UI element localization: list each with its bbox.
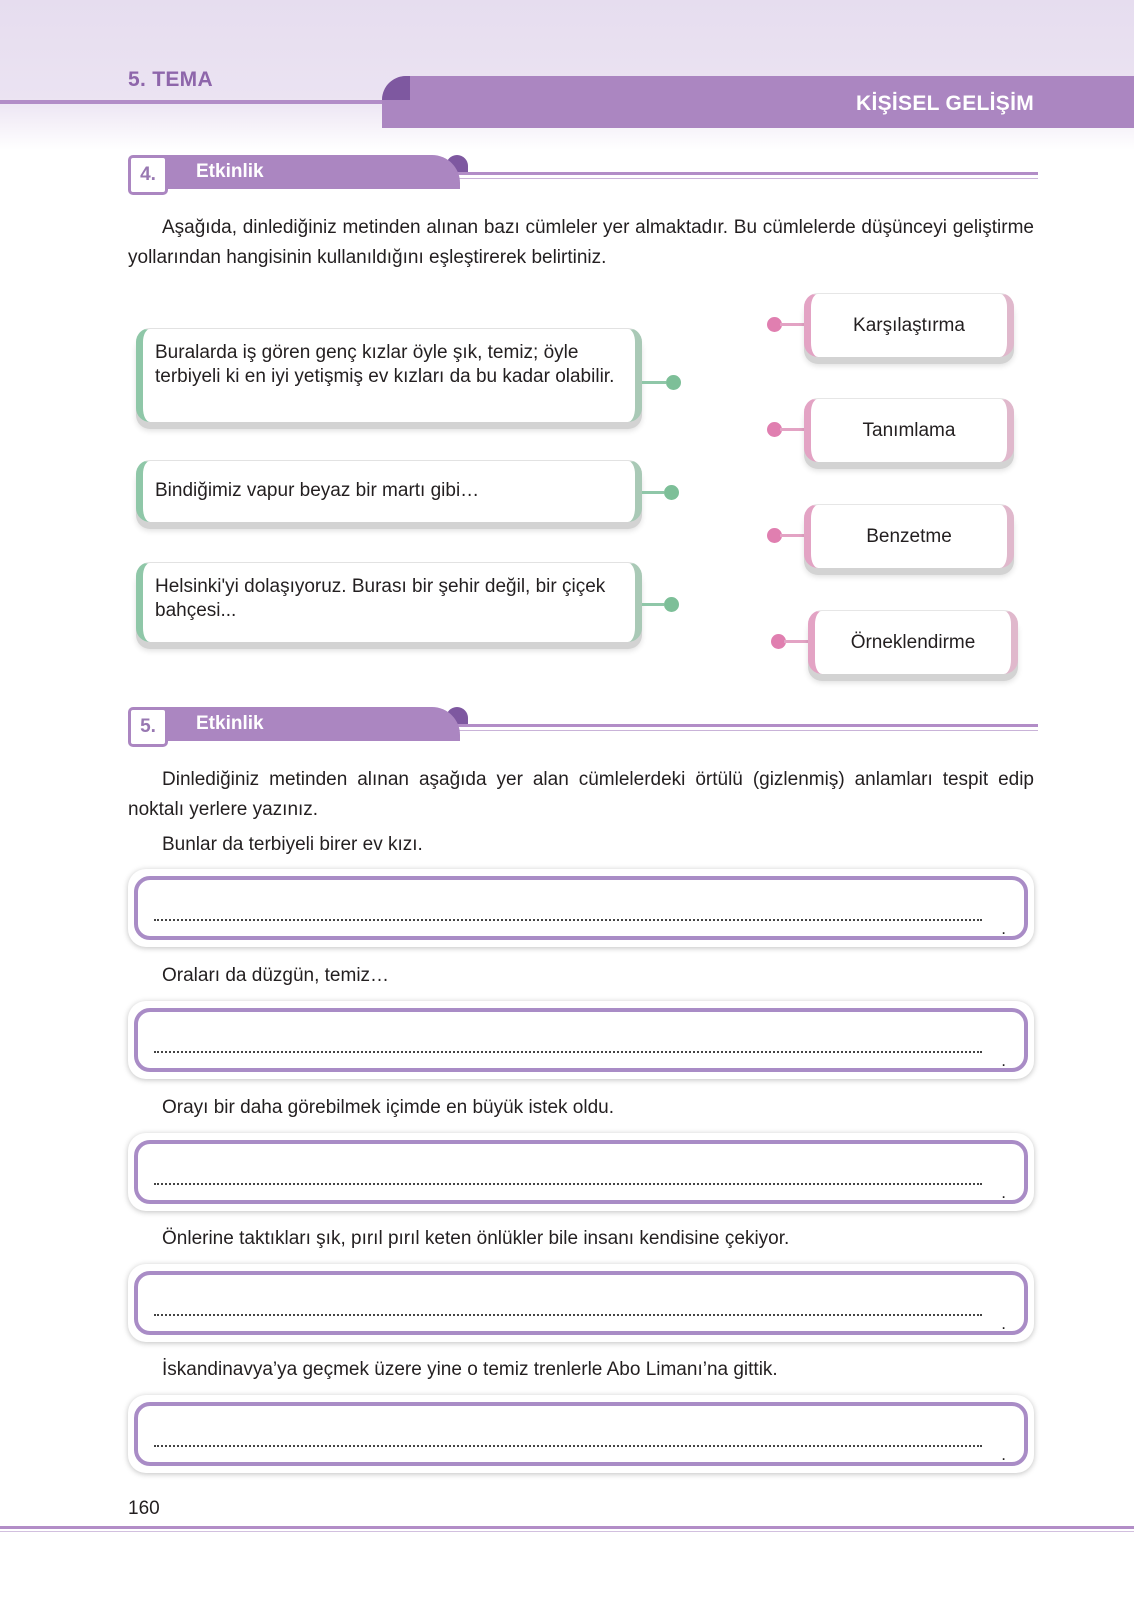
answer-box-4[interactable] xyxy=(128,1264,1034,1342)
answer-frame xyxy=(134,1008,1028,1072)
sentence-text: Bindiğimiz vapur beyaz bir martı gibi… xyxy=(155,480,480,501)
answer-dotted-line[interactable] xyxy=(154,919,982,921)
option-benzetme xyxy=(804,504,1014,568)
page-number: 160 xyxy=(128,1498,160,1519)
answer-box-1[interactable] xyxy=(128,869,1034,947)
prompt-2: Oraları da düzgün, temiz… xyxy=(162,965,390,986)
sentence-connector-3 xyxy=(642,603,664,606)
activity-5-heading xyxy=(128,707,1038,747)
answer-frame xyxy=(134,1140,1028,1204)
answer-frame xyxy=(134,1271,1028,1335)
sentence-match-dot-1[interactable] xyxy=(666,375,681,390)
sentence-box-1 xyxy=(136,328,642,422)
option-label: Örneklendirme xyxy=(850,631,976,653)
prompt-1: Bunlar da terbiyeli birer ev kızı. xyxy=(162,834,423,855)
answer-box-2[interactable] xyxy=(128,1001,1034,1079)
activity-label: Etkinlik xyxy=(196,161,264,182)
answer-period: . xyxy=(1001,1314,1006,1333)
prompt-5: İskandinavya’ya geçmek üzere yine o temiz trenlerle Abo Limanı’na gittik. xyxy=(162,1359,778,1380)
heading-rule-thin xyxy=(453,178,1038,179)
activity-label: Etkinlik xyxy=(196,713,264,734)
option-label: Benzetme xyxy=(866,525,952,547)
option-label: Tanımlama xyxy=(862,419,956,441)
footer-rule xyxy=(0,1526,1134,1529)
sentence-connector-1 xyxy=(642,381,666,384)
answer-period: . xyxy=(1001,1445,1006,1464)
sentence-box-3 xyxy=(136,562,642,642)
sentence-box-2 xyxy=(136,460,642,522)
prompt-3: Orayı bir daha görebilmek içimde en büyük istek oldu. xyxy=(162,1097,615,1118)
sentence-match-dot-2[interactable] xyxy=(664,485,679,500)
activity-number: 5. xyxy=(128,707,168,747)
footer-rule-thin xyxy=(0,1531,1134,1532)
heading-rule xyxy=(453,172,1038,175)
sentence-text: Buralarda iş gören genç kızlar öyle şık, temiz; öyle terbiyeli ki en iyi yetişmiş ev kızları da bu kadar olabilir. xyxy=(155,342,615,387)
answer-dotted-line[interactable] xyxy=(154,1183,982,1185)
sentence-match-dot-3[interactable] xyxy=(664,597,679,612)
option-karsilastirma xyxy=(804,293,1014,357)
sentence-connector-2 xyxy=(642,491,664,494)
answer-frame xyxy=(134,1402,1028,1466)
option-label: Karşılaştırma xyxy=(853,314,965,336)
theme-label: 5. TEMA xyxy=(128,68,213,91)
answer-box-5[interactable] xyxy=(128,1395,1034,1473)
answer-period: . xyxy=(1001,919,1006,938)
option-orneklendirme xyxy=(808,610,1018,674)
sentence-text: Helsinki'yi dolaşıyoruz. Burası bir şehir değil, bir çiçek bahçesi... xyxy=(155,576,606,621)
answer-dotted-line[interactable] xyxy=(154,1051,982,1053)
answer-dotted-line[interactable] xyxy=(154,1445,982,1447)
heading-rule xyxy=(453,724,1038,727)
activity-number: 4. xyxy=(128,155,168,195)
activity-4-instruction: Aşağıda, dinlediğiniz metinden alınan bazı cümleler yer almaktadır. Bu cümlelerde düşünceyi geliştirme yollarından hangisinin kullanıldığını eşleştirerek belirtiniz. xyxy=(128,217,1034,268)
theme-title: KİŞİSEL GELİŞİM xyxy=(856,92,1034,115)
option-tanimlama xyxy=(804,398,1014,462)
theme-underline xyxy=(0,100,410,104)
answer-dotted-line[interactable] xyxy=(154,1314,982,1316)
answer-period: . xyxy=(1001,1051,1006,1070)
activity-5-instruction: Dinlediğiniz metinden alınan aşağıda yer alan cümlelerdeki örtülü (gizlenmiş) anlamları tespit edip noktalı yerlere yazınız. xyxy=(128,769,1034,820)
answer-period: . xyxy=(1001,1183,1006,1202)
prompt-4: Önlerine taktıkları şık, pırıl pırıl keten önlükler bile insanı kendisine çekiyor. xyxy=(162,1228,790,1249)
heading-rule-thin xyxy=(453,730,1038,731)
activity-4-heading xyxy=(128,155,1038,195)
answer-box-3[interactable] xyxy=(128,1133,1034,1211)
answer-frame xyxy=(134,876,1028,940)
